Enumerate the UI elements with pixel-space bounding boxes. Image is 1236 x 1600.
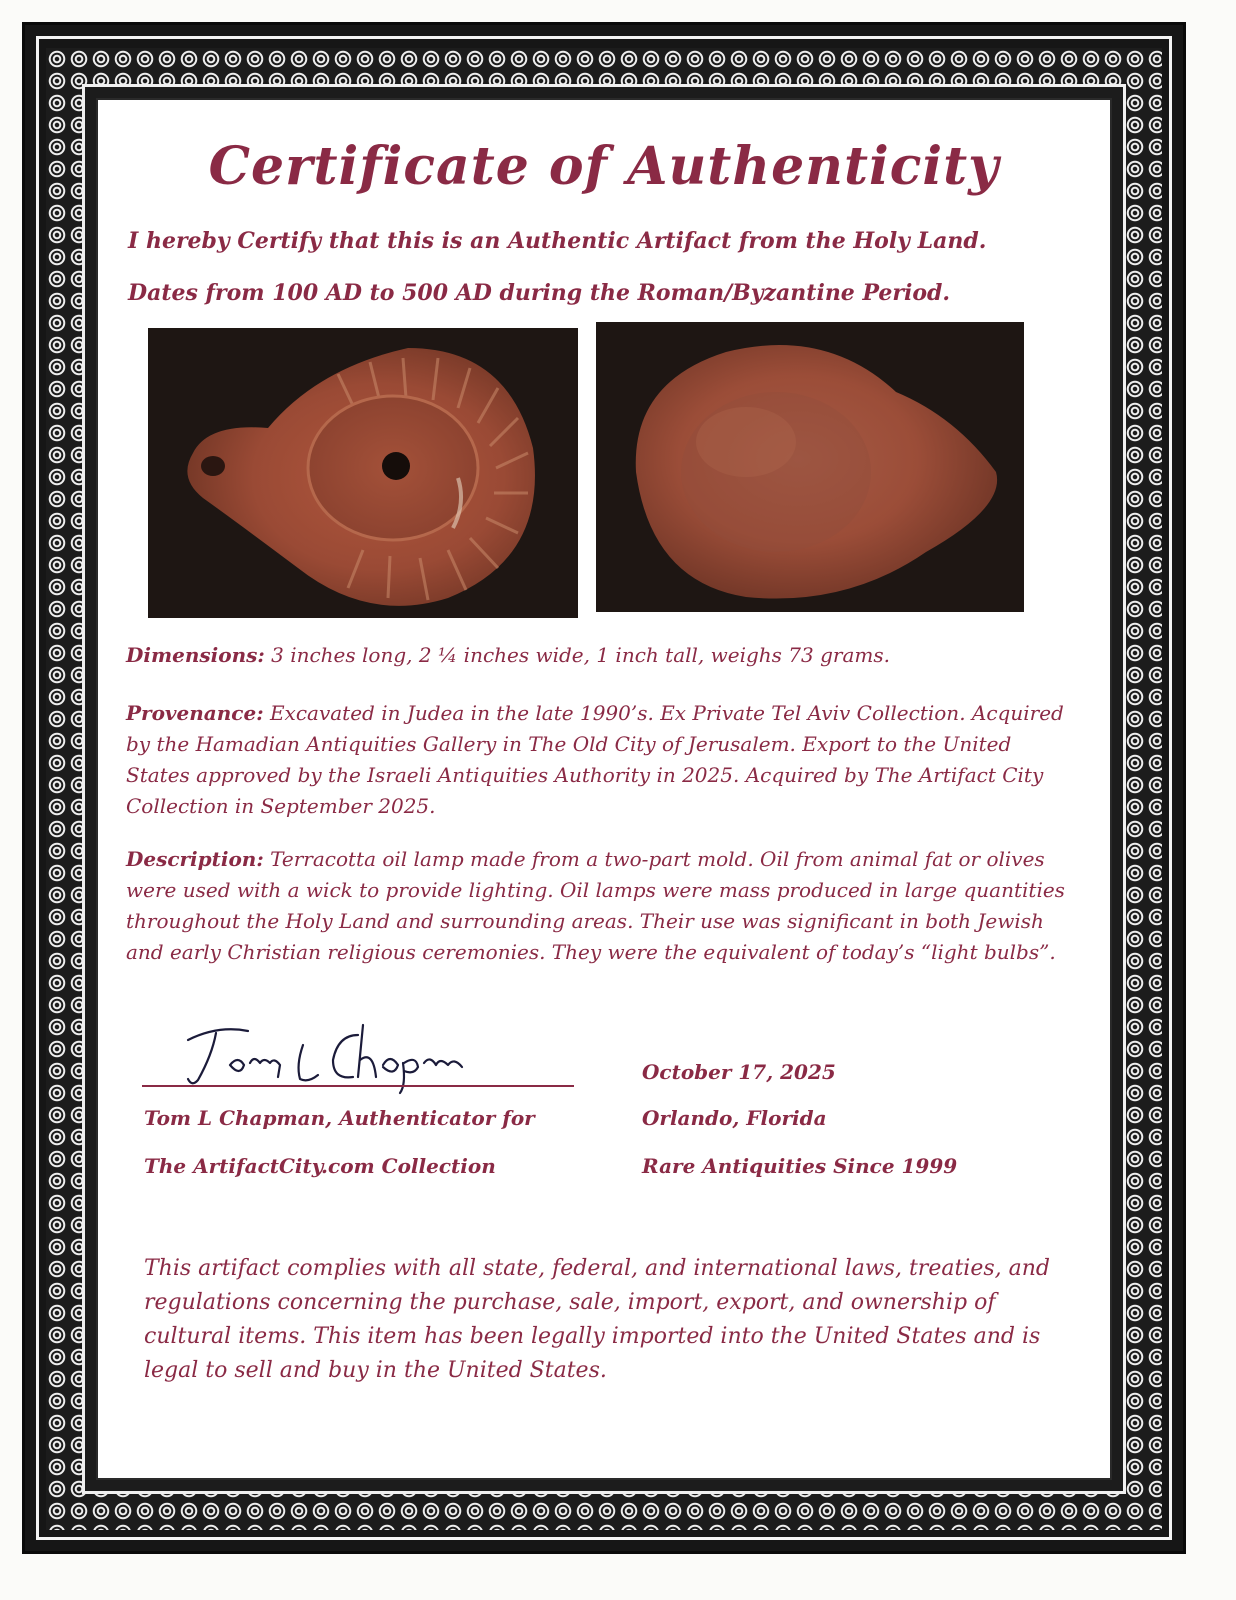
certificate-date: October 17, 2025 [642, 1060, 836, 1084]
provenance-text: Excavated in Judea in the late 1990’s. Ex Private Tel Aviv Collection. Acquired by the Hamadian Antiquities Gallery in The Old City of Jerusalem. Export to the United States approved by the Israeli Antiquities Authority in 2025. Acquired by The Artifact City Collection in September 2025. [126, 701, 1064, 818]
oil-lamp-top-image [148, 328, 578, 618]
authenticator-name: Tom L Chapman, Authenticator for [144, 1106, 535, 1130]
oil-lamp-bottom-photo [596, 322, 1024, 612]
provenance-paragraph [126, 698, 1066, 822]
compliance-statement: This artifact complies with all state, federal, and international laws, treaties, and regulations concerning the purchase, sale, import, export, and ownership of cultural items. This item has been legally imported into the United States and is legal to sell and buy in the United States. [144, 1256, 1050, 1383]
description-text: Terracotta oil lamp made from a two-part mold. Oil from animal fat or olives were used with a wick to provide lighting. Oil lamps were mass produced in large quantities throughout the Holy Land and surrounding areas. Their use was significant in both Jewish and early Christian religious ceremonies. They were the equivalent of today’s “light bulbs”. [126, 847, 1065, 964]
signature-line [142, 1085, 574, 1087]
certify-statement: I hereby Certify that this is an Authentic Artifact from the Holy Land. [128, 228, 987, 254]
description-paragraph [126, 844, 1066, 968]
authenticator-organization: The ArtifactCity.com Collection [144, 1154, 496, 1178]
dimensions-paragraph [126, 640, 1066, 671]
certificate-location: Orlando, Florida [642, 1106, 827, 1130]
provenance-label: Provenance: [126, 701, 264, 725]
certificate-content [96, 98, 1112, 1480]
oil-lamp-bottom-image [596, 322, 1024, 612]
company-tagline: Rare Antiquities Since 1999 [642, 1154, 958, 1178]
certificate-title: Certificate of Authenticity [208, 136, 1000, 197]
dating-statement: Dates from 100 AD to 500 AD during the Roman/Byzantine Period. [128, 280, 951, 306]
dimensions-text: 3 inches long, 2 ¼ inches wide, 1 inch tall, weighs 73 grams. [271, 643, 890, 667]
dimensions-label: Dimensions: [126, 643, 265, 667]
authenticator-signature [168, 1005, 498, 1095]
description-label: Description: [126, 847, 264, 871]
oil-lamp-top-photo [148, 328, 578, 618]
